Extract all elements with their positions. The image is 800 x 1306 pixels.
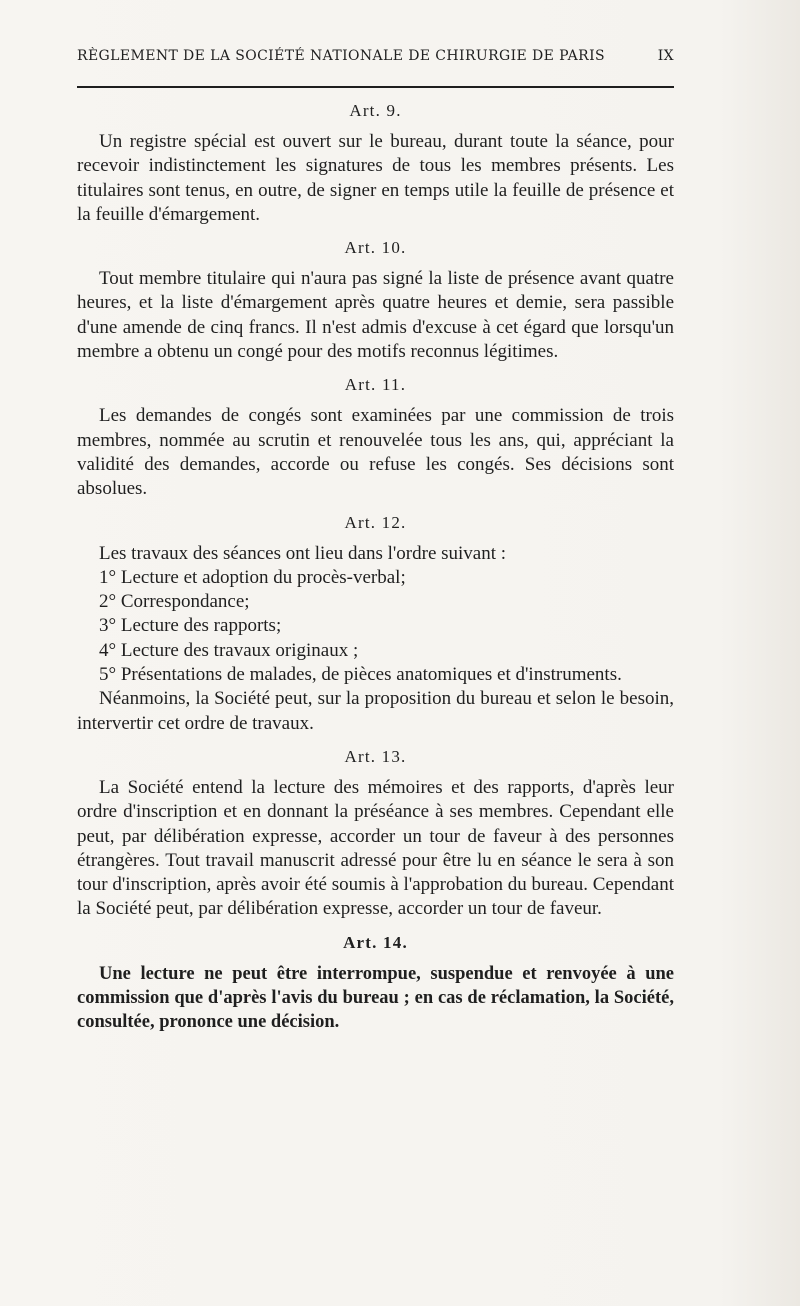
article-13 [77,746,674,922]
list-item: 5° Présentations de malades, de pièces anatomiques et d'instruments. [99,664,622,686]
list-item: 4° Lecture des travaux originaux ; [99,639,359,661]
article-heading: Art. 10. [344,238,407,258]
article-heading: Art. 12. [344,512,407,532]
article-10 [77,237,674,364]
running-head [77,48,674,64]
running-head-title: RÈGLEMENT DE LA SOCIÉTÉ NATIONALE DE CHIRURGIE DE PARIS [77,48,606,64]
article-intro: Les travaux des séances ont lieu dans l'ordre suivant : [99,542,507,564]
article-note: Néanmoins, la Société peut, sur la proposition du bureau et selon le besoin, intervertir cet ordre de travaux. [77,688,674,734]
article-11 [77,374,674,501]
article-heading: Art. 13. [344,746,407,766]
list-item: 3° Lecture des rapports; [99,615,282,637]
article-text: Tout membre titulaire qui n'aura pas signé la liste de présence avant quatre heures, et la liste d'émargement après quatre heures et demie, sera passible d'une amende de cinq francs. Il n'est admis d'excuse à cet égard que lorsqu'un membre a obtenu un congé pour des motifs reconnus légitimes. [77,268,674,363]
article-12 [77,512,674,736]
article-text: La Société entend la lecture des mémoires et des rapports, d'après leur ordre d'inscription et en donnant la préséance à ses membres. Cependant elle peut, par délibération expresse, accorder un tour de faveur à des personnes étrangères. Tout travail manuscrit adressé pour être lu en séance le sera à son tour d'inscription, après avoir été soumis à l'approbation du bureau. Cependant la Société peut, par délibération expresse, accorder un tour de faveur. [77,776,674,920]
page-number: IX [657,48,674,64]
article-text: Un registre spécial est ouvert sur le bureau, durant toute la séance, pour recevoir indistinctement les signatures de tous les membres présents. Les titulaires sont tenus, en outre, de signer en temps utile la feuille de présence et la feuille d'émargement. [77,131,674,225]
article-14 [77,932,674,1035]
header-rule [77,86,674,88]
list-item: 1° Lecture et adoption du procès-verbal; [99,566,406,588]
article-heading: Art. 11. [344,375,407,395]
article-text: Les demandes de congés sont examinées par une commission de trois membres, nommée au scrutin et renouvelée tous les ans, qui, appréciant la validité des demandes, accorde ou refuse les congés. Ses décisions sont absolues. [77,405,674,500]
article-9 [77,100,674,227]
list-item: 2° Correspondance; [99,591,250,613]
article-text: Une lecture ne peut être interrompue, suspendue et renvoyée à une commission que d'après l'avis du bureau ; en cas de réclamation, la Société, consultée, prononce une décision. [77,963,674,1033]
page-body [77,96,674,1045]
article-heading: Art. 14. [343,932,408,952]
order-of-business-list [77,566,674,687]
article-heading: Art. 9. [349,101,402,120]
